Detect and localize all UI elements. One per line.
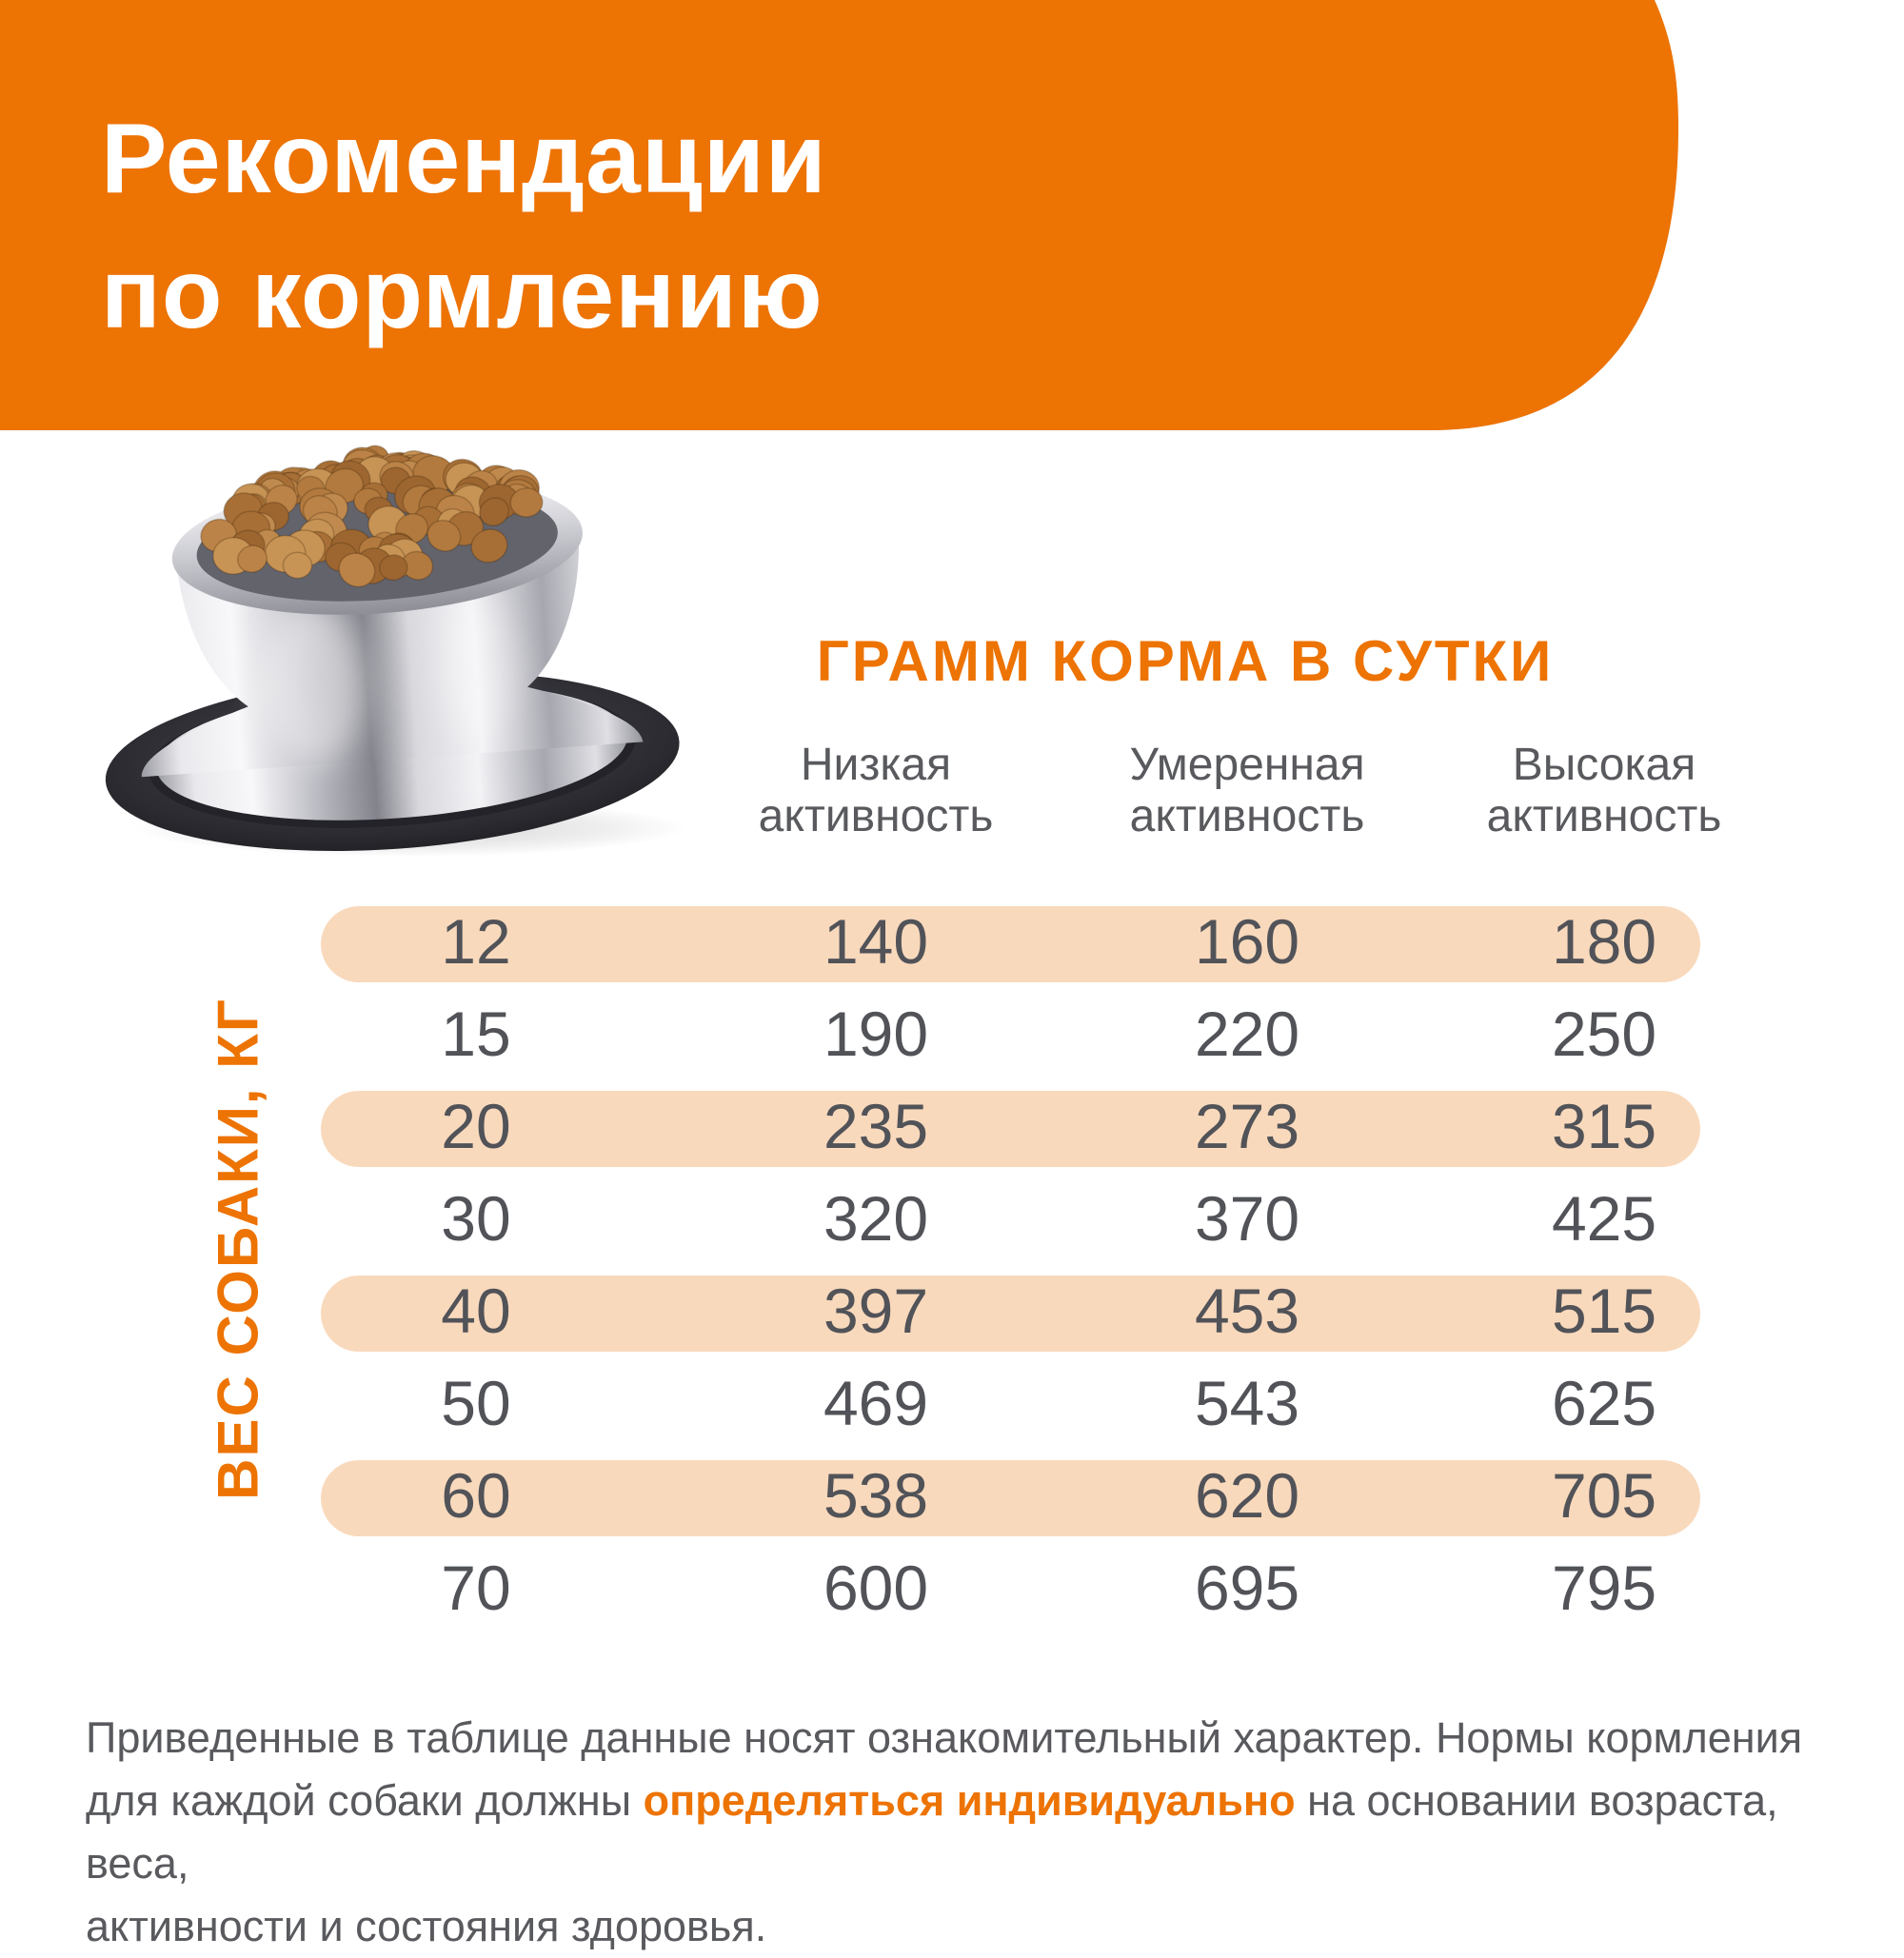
cell-moderate-activity: 370 bbox=[1194, 1182, 1300, 1254]
table-row bbox=[321, 1183, 1700, 1259]
dog-food-bowl-icon bbox=[81, 388, 690, 869]
cell-moderate-activity: 543 bbox=[1194, 1367, 1300, 1438]
footnote-line2 bbox=[86, 1770, 1875, 1895]
footnote bbox=[86, 1707, 1875, 1958]
table-row bbox=[321, 1368, 1700, 1444]
table-row bbox=[321, 1553, 1700, 1629]
page-title-line1: Рекомендации bbox=[101, 104, 827, 214]
cell-high-activity: 250 bbox=[1551, 998, 1657, 1069]
table-row bbox=[321, 1460, 1700, 1536]
column-header-text: Высокая bbox=[1512, 740, 1696, 790]
cell-moderate-activity: 160 bbox=[1194, 905, 1300, 977]
cell-high-activity: 180 bbox=[1551, 905, 1657, 977]
column-header-text: активность bbox=[1129, 791, 1365, 841]
feeding-table bbox=[321, 906, 1700, 1645]
cell-high-activity: 625 bbox=[1551, 1367, 1657, 1438]
cell-low-activity: 320 bbox=[823, 1182, 929, 1254]
cell-low-activity: 538 bbox=[823, 1459, 929, 1531]
section-title: ГРАММ КОРМА В СУТКИ bbox=[816, 629, 1555, 693]
table-row bbox=[321, 1276, 1700, 1352]
cell-moderate-activity: 273 bbox=[1194, 1090, 1300, 1161]
cell-weight: 50 bbox=[441, 1367, 511, 1438]
cell-high-activity: 705 bbox=[1551, 1459, 1657, 1531]
cell-high-activity: 795 bbox=[1551, 1552, 1657, 1623]
cell-moderate-activity: 220 bbox=[1194, 998, 1300, 1069]
cell-low-activity: 469 bbox=[823, 1367, 929, 1438]
page-title bbox=[101, 91, 827, 362]
cell-weight: 12 bbox=[441, 905, 511, 977]
cell-high-activity: 425 bbox=[1551, 1182, 1657, 1254]
cell-weight: 70 bbox=[441, 1552, 511, 1623]
cell-moderate-activity: 695 bbox=[1194, 1552, 1300, 1623]
weight-axis-label: ВЕС СОБАКИ, КГ bbox=[206, 998, 270, 1500]
cell-low-activity: 600 bbox=[823, 1552, 929, 1623]
cell-weight: 60 bbox=[441, 1459, 511, 1531]
page-title-line2: по кормлению bbox=[101, 239, 823, 349]
footnote-highlight: определяться индивидуально bbox=[643, 1776, 1296, 1825]
cell-moderate-activity: 453 bbox=[1194, 1275, 1300, 1346]
column-header-text: активность bbox=[1486, 791, 1722, 841]
cell-low-activity: 140 bbox=[823, 905, 929, 977]
cell-high-activity: 315 bbox=[1551, 1090, 1657, 1161]
cell-low-activity: 235 bbox=[823, 1090, 929, 1161]
cell-low-activity: 190 bbox=[823, 998, 929, 1069]
table-row bbox=[321, 999, 1700, 1075]
column-header-high-activity bbox=[1376, 740, 1833, 842]
cell-weight: 15 bbox=[441, 998, 511, 1069]
footnote-line3: активности и состояния здоровья. bbox=[86, 1902, 767, 1950]
column-header-text: активность bbox=[758, 791, 994, 841]
footnote-line1: Приведенные в таблице данные носят ознакомительный характер. Нормы кормления bbox=[86, 1713, 1803, 1762]
footnote-text: на основании возраста, веса, bbox=[86, 1776, 1778, 1888]
column-header-text: Умеренная bbox=[1129, 740, 1365, 790]
cell-low-activity: 397 bbox=[823, 1275, 929, 1346]
cell-weight: 20 bbox=[441, 1090, 511, 1161]
footnote-text: для каждой собаки должны bbox=[86, 1776, 644, 1825]
bowl-group bbox=[83, 421, 684, 868]
cell-weight: 40 bbox=[441, 1275, 511, 1346]
column-header-text: Низкая bbox=[800, 740, 952, 790]
cell-moderate-activity: 620 bbox=[1194, 1459, 1300, 1531]
kibble-piece bbox=[283, 552, 312, 579]
table-row bbox=[321, 1091, 1700, 1167]
cell-weight: 30 bbox=[441, 1182, 511, 1254]
cell-high-activity: 515 bbox=[1551, 1275, 1657, 1346]
table-row bbox=[321, 906, 1700, 982]
